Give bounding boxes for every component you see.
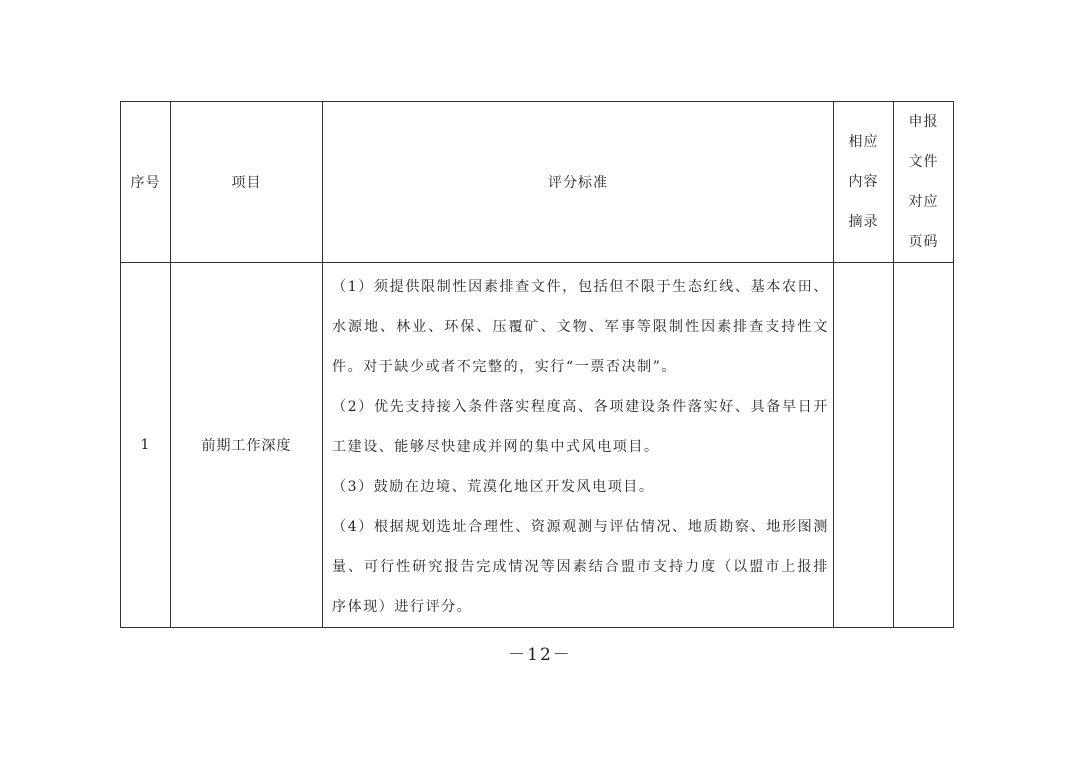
table-header-row	[121, 102, 954, 263]
criteria-paragraph: （1）须提供限制性因素排查文件，包括但不限于生态红线、基本农田、水源地、林业、环保、压覆矿、文物、军事等限制性因素排查支持性文件。对于缺少或者不完整的，实行“一票否决制”。	[332, 279, 829, 375]
scoring-table	[120, 101, 954, 628]
row-content-excerpt	[834, 263, 894, 628]
row-page-reference	[894, 263, 954, 628]
header-item: 项目	[171, 102, 323, 263]
criteria-paragraph: （4）根据规划选址合理性、资源观测与评估情况、地质勘察、地形图测量、可行性研究报告完成情况等因素结合盟市支持力度（以盟市上报排序体现）进行评分。	[332, 519, 829, 615]
header-content-excerpt-line: 摘录	[848, 214, 879, 230]
header-page-reference	[894, 102, 954, 263]
header-criteria: 评分标准	[323, 102, 834, 263]
header-page-reference-line: 对应	[908, 194, 939, 210]
row-item: 前期工作深度	[171, 263, 323, 628]
criteria-paragraph: （2）优先支持接入条件落实程度高、各项建设条件落实好、具备早日开工建设、能够尽快建成并网的集中式风电项目。	[332, 399, 829, 455]
header-content-excerpt	[834, 102, 894, 263]
header-page-reference-line: 文件	[908, 154, 939, 170]
criteria-paragraph: （3）鼓励在边境、荒漠化地区开发风电项目。	[332, 479, 655, 495]
table-row	[121, 263, 954, 628]
row-criteria	[323, 263, 834, 628]
header-content-excerpt-line: 内容	[848, 174, 879, 190]
row-seq: 1	[121, 263, 171, 628]
header-seq: 序号	[121, 102, 171, 263]
page-number: －12－	[508, 645, 572, 665]
header-content-excerpt-line: 相应	[848, 134, 879, 150]
header-page-reference-line: 页码	[908, 234, 939, 250]
header-page-reference-line: 申报	[908, 114, 939, 130]
